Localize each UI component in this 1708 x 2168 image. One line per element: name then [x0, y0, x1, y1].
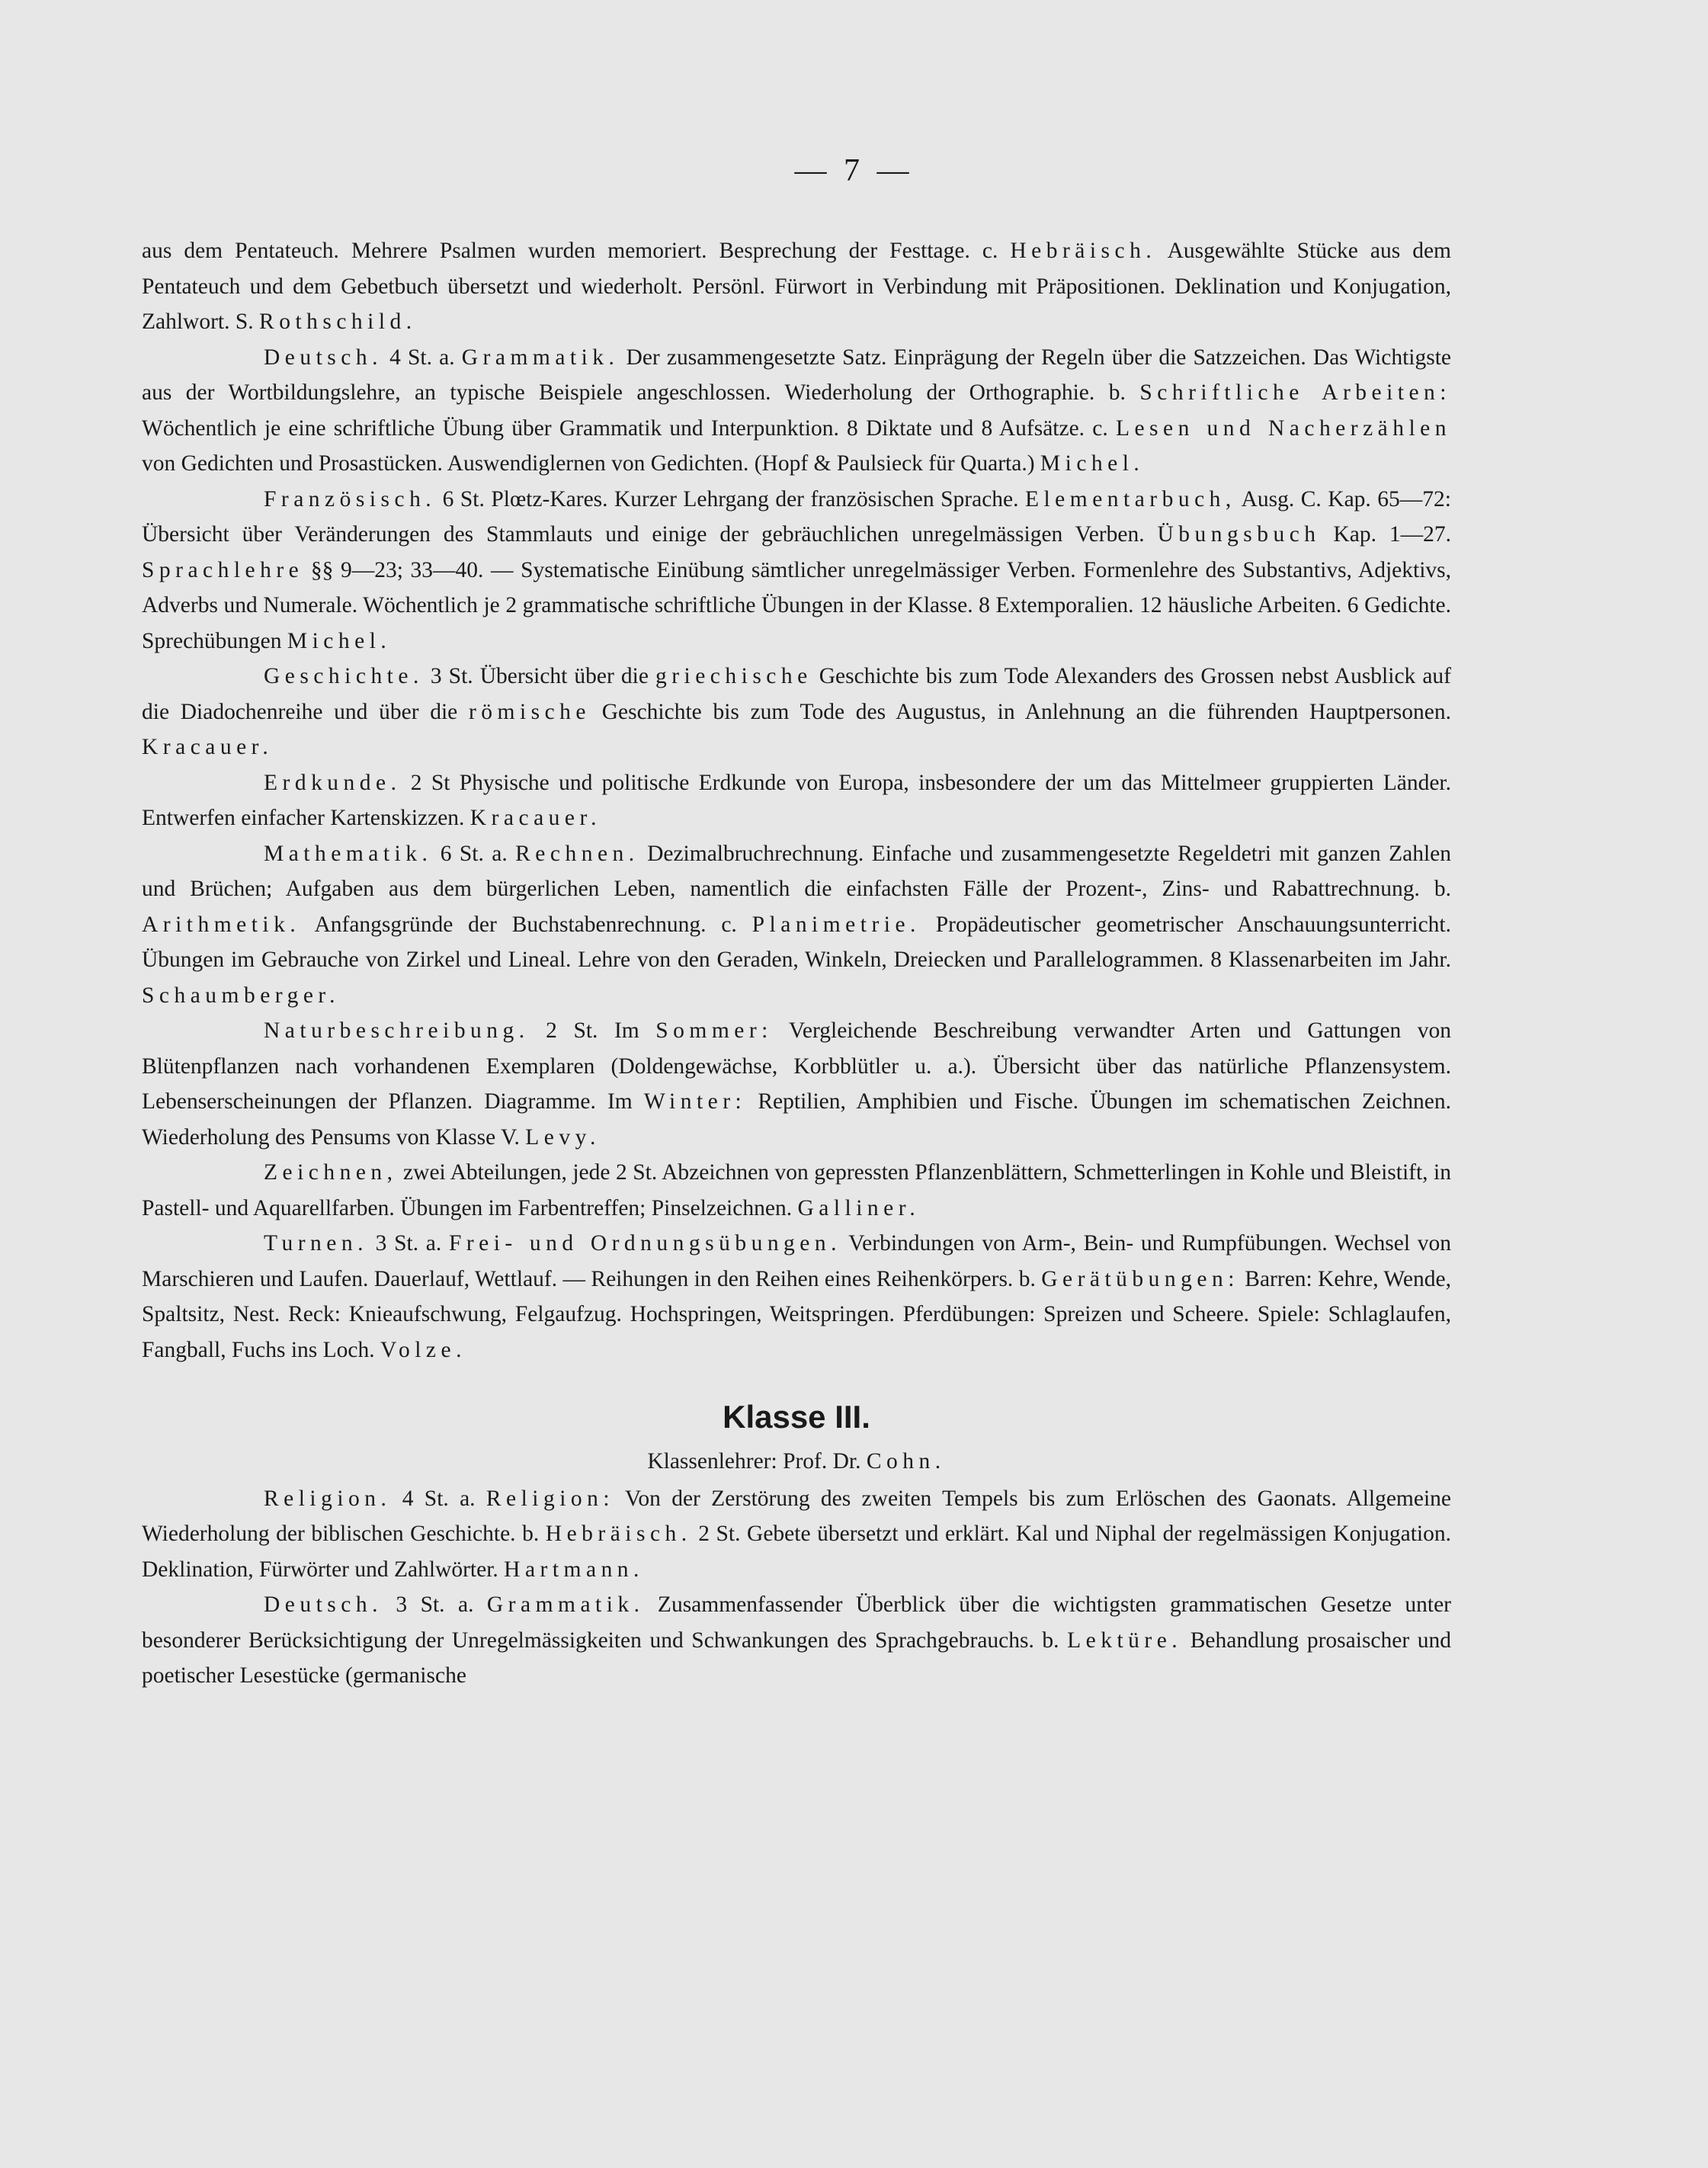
paragraph-erdkunde: [142, 765, 1451, 836]
spaced-term: Hebräisch.: [545, 1522, 692, 1546]
spaced-term: Gerätübungen:: [1041, 1266, 1239, 1291]
spaced-term: Hebräisch.: [1010, 239, 1157, 263]
text-run: Ausgewählte Stücke aus dem Pentateuch und dem Gebetbuch übersetzt und wiederholt. Persönl. Fürwort in Verbindung mit Präpositionen. Deklination und Konjugation, Zahlwort. S.: [142, 239, 1451, 334]
spaced-term: Turnen.: [264, 1231, 368, 1256]
spaced-term: Erdkunde.: [264, 770, 402, 795]
spaced-term: Levy.: [525, 1124, 601, 1150]
spaced-term: Hartmann.: [504, 1557, 644, 1582]
text-run: Barren: Kehre, Wende, Spaltsitz, Nest. Reck: Knieaufschwung, Felgaufzug. Hochspringen, Weitspringen. Pferdübungen: Spreizen und Scheere. Spiele: Schlaglaufen, Fangball, Fuchs ins Loch.: [142, 1266, 1451, 1362]
paragraph-deutsch-iii: [142, 1587, 1451, 1694]
spaced-term: Geschichte.: [264, 664, 424, 688]
paragraph-naturbeschreibung: [142, 1013, 1451, 1155]
spaced-term: griechische: [655, 664, 812, 688]
spaced-term: Winter:: [643, 1089, 747, 1114]
paragraph-franzoesisch: [142, 482, 1451, 659]
spaced-term: Naturbeschreibung.: [264, 1018, 530, 1043]
spaced-term: Deutsch.: [264, 345, 383, 370]
text-run: aus dem Pentateuch. Mehrere Psalmen wurden memoriert. Besprechung der Festtage. c.: [142, 239, 1011, 263]
paragraph-geschichte: [142, 659, 1451, 765]
spaced-term: Religion:: [485, 1486, 615, 1511]
spaced-term: Planimetrie.: [751, 912, 921, 937]
text-run: Vergleichende Beschreibung verwandter Arten und Gattungen von Blütenpflanzen nach vorhandenen Exemplaren (Doldengewächse, Korbblütler u. a.). Übersicht über das natürliche Pflanzensystem. Lebenserscheinungen der Pflanzen. Diagramme. Im: [142, 1018, 1451, 1114]
page-body: [142, 233, 1451, 1694]
text-run: 2 St Physische und politische Erdkunde von Europa, insbesondere der um das Mittelmeer gruppierten Länder. Entwerfen einfacher Kartenskizzen.: [142, 770, 1451, 830]
spaced-term: Frei- und Ordnungsübungen.: [448, 1231, 841, 1256]
spaced-term: römische: [468, 699, 591, 724]
class-heading: Klasse III.: [723, 1399, 870, 1435]
spaced-term: Rechnen.: [515, 841, 639, 866]
spaced-term: Grammatik.: [461, 345, 620, 370]
spaced-term: Sprachlehre: [142, 557, 304, 582]
text-run: Dezimalbruchrechnung. Einfache und zusammengesetzte Regeldetri mit ganzen Zahlen und Brüchen; Aufgaben aus dem bürgerlichen Leben, namentlich die einfachsten Fälle der Prozent-, Zins- und Rabattrechnung. b.: [142, 841, 1451, 901]
text-run: 4 St. a.: [391, 1486, 486, 1511]
spaced-term: Deutsch.: [264, 1592, 383, 1617]
spaced-term: Lektüre.: [1067, 1628, 1183, 1653]
text-run: Propädeutischer geometrischer Anschauungsunterricht. Übungen im Gebrauche von Zirkel und Lineal. Lehre von den Geraden, Winkeln, Dreiecken und Parallelogrammen. 8 Klassenarbeiten im Jahr.: [142, 912, 1451, 972]
spaced-term: Kracauer.: [142, 735, 274, 759]
paragraph-zeichnen: [142, 1155, 1451, 1226]
text-run: Zusammenfassender Überblick über die wichtigsten grammatischen Gesetze unter besonderer Berücksichtigung der Unregelmässigkeiten und Schwankungen des Sprachgebrauchs. b.: [142, 1592, 1451, 1653]
text-run: Kap. 1—27.: [1320, 522, 1451, 547]
spaced-term: Galliner.: [797, 1195, 921, 1220]
spaced-term: Kracauer.: [469, 806, 602, 830]
text-run: 3 St. Übersicht über die: [423, 664, 655, 688]
text-run: 4 St. a.: [382, 345, 462, 370]
spaced-term: Religion.: [264, 1486, 392, 1511]
spaced-term: Französisch.: [264, 486, 437, 512]
text-run: Reptilien, Amphibien und Fische. Übungen im schematischen Zeichnen. Wiederholung des Pensums von Klasse V.: [142, 1089, 1452, 1150]
text-run: 3 St. a.: [382, 1592, 487, 1617]
text-run: Geschichte bis zum Tode des Augustus, in Anlehnung an die führenden Hauptpersonen.: [591, 699, 1451, 724]
class-teacher-line: [142, 1444, 1451, 1480]
spaced-term: Schaumberger.: [142, 983, 340, 1008]
text-run: 2 St. Im: [529, 1018, 656, 1043]
text-run: Geschichte bis zum Tode Alexanders des Grossen nebst Ausblick auf die Diadochenreihe und über die: [142, 664, 1451, 724]
text-run: 3 St. a.: [367, 1231, 449, 1256]
spaced-term: Michel.: [287, 628, 392, 653]
text-run: zwei Abteilungen, jede 2 St. Abzeichnen von gepressten Pflanzenblättern, Schmetterlingen in Kohle und Bleistift, in Pastell- und Aquarellfarben. Übungen im Farbentreffen; Pinselzeichnen.: [142, 1160, 1451, 1220]
spaced-term: Mathematik.: [264, 841, 433, 866]
text-run: Ausg. C. Kap. 65—72: Übersicht über Veränderungen des Stammlauts und einige der gebräuchlichen unregelmässigen Verben.: [142, 486, 1451, 547]
text-run: 6 St. Plœtz-Kares. Kurzer Lehrgang der französischen Sprache.: [436, 486, 1025, 512]
spaced-term: Sommer:: [655, 1018, 773, 1043]
text-run: 2 St. Gebete übersetzt und erklärt. Kal und Niphal der regelmässigen Konjugation. Deklination, Fürwörter und Zahlwörter.: [142, 1522, 1451, 1582]
text-run: §§ 9—23; 33—40. — Systematische Einübung sämtlicher unregelmässiger Verben. Formenlehre des Substantivs, Adjektivs, Adverbs und Numerale. Wöchentlich je 2 grammatische schriftliche Übungen in der Klasse. 8 Extemporalien. 12 häusliche Arbeiten. 6 Gedichte. Sprechübungen: [142, 557, 1451, 653]
text-run: Verbindungen von Arm-, Bein- und Rumpfübungen. Wechsel von Marschieren und Laufen. Dauerlauf, Wettlauf. — Reihungen in den Reihen eines Reihenkörpers. b.: [142, 1231, 1451, 1291]
text-run: Von der Zerstörung des zweiten Tempels bis zum Erlöschen des Gaonats. Allgemeine Wiederholung der biblischen Geschichte. b.: [142, 1486, 1452, 1546]
paragraph-turnen: [142, 1226, 1451, 1368]
text-run: Klassenlehrer: Prof. Dr.: [647, 1449, 867, 1474]
spaced-term: Lesen und Nacherzählen: [1115, 415, 1452, 441]
spaced-term: Michel.: [1040, 451, 1145, 476]
spaced-term: Cohn.: [866, 1449, 946, 1474]
paragraph-deutsch: [142, 340, 1451, 482]
text-run: Behandlung prosaischer und poetischer Lesestücke (germanische: [142, 1628, 1451, 1688]
text-run: Wöchentlich je eine schriftliche Übung über Grammatik und Interpunktion. 8 Diktate und 8 Aufsätze. c.: [142, 415, 1116, 441]
spaced-term: Rothschild.: [259, 309, 417, 334]
spaced-term: Elementarbuch,: [1024, 486, 1236, 512]
text-run: Der zusammengesetzte Satz. Einprägung der Regeln über die Satzzeichen. Das Wichtigste aus der Wortbildungslehre, an typische Beispiele angeschlossen. Wiederholung der Orthographie. b.: [142, 345, 1452, 405]
page-number: — 7 —: [794, 153, 914, 188]
paragraph-religion: [142, 1481, 1451, 1588]
spaced-term: Schriftliche Arbeiten:: [1139, 380, 1451, 405]
text-run: von Gedichten und Prosastücken. Auswendiglernen von Gedichten. (Hopf & Paulsieck für Quarta.): [142, 451, 1040, 476]
text-run: Anfangsgründe der Buchstabenrechnung. c.: [300, 912, 752, 937]
spaced-term: Zeichnen,: [264, 1160, 398, 1185]
spaced-term: Grammatik.: [486, 1592, 645, 1617]
spaced-term: Volze.: [380, 1337, 466, 1362]
paragraph-mathematik: [142, 836, 1451, 1014]
paragraph-p1: [142, 233, 1451, 340]
text-run: 6 St. a.: [432, 841, 516, 866]
spaced-term: Arithmetik.: [142, 912, 301, 937]
spaced-term: Übungsbuch: [1157, 522, 1321, 547]
